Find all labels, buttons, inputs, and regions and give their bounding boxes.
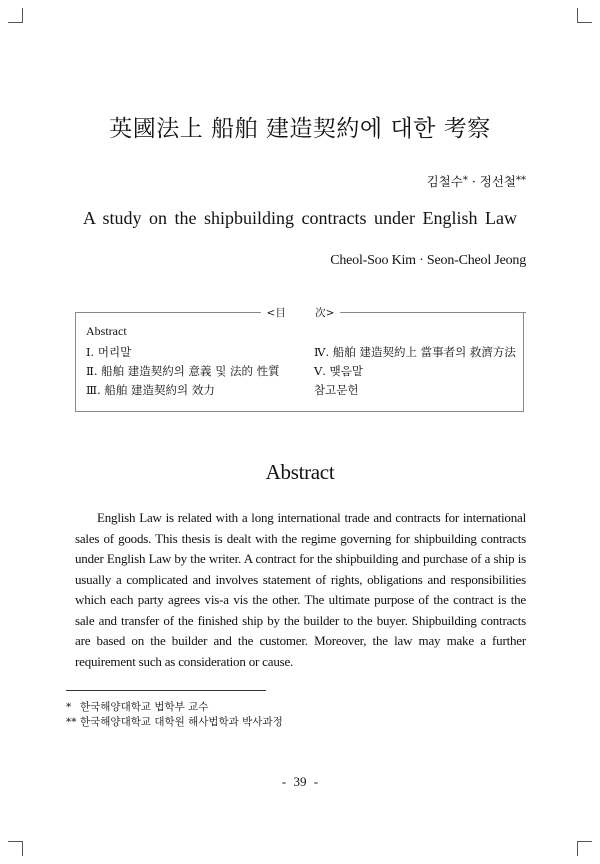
toc-item: Ⅱ. 船舶 建造契約의 意義 및 法的 性質 xyxy=(86,364,280,378)
toc-item: Ⅲ. 船舶 建造契約의 效力 xyxy=(86,383,215,397)
footnote-text: 한국해양대학교 대학원 해사법학과 박사과정 xyxy=(80,716,283,728)
author-1-footnote-mark: * xyxy=(462,175,468,186)
toc-item: Ⅳ. 船舶 建造契約上 當事者의 救濟方法 xyxy=(314,345,516,359)
author-2: 정선철 xyxy=(479,174,516,189)
toc-item: Ⅰ. 머리말 xyxy=(86,345,132,359)
table-of-contents xyxy=(75,306,524,412)
toc-left-column xyxy=(86,343,280,400)
toc-label: <目 次> xyxy=(261,305,341,320)
crop-mark-bottom-left xyxy=(8,841,23,856)
crop-mark-top-right xyxy=(577,8,592,23)
toc-header-line-right xyxy=(340,312,526,313)
footnote-text: 한국해양대학교 법학부 교수 xyxy=(80,701,209,713)
crop-mark-bottom-right xyxy=(577,841,592,856)
footnote-2 xyxy=(66,714,283,729)
author-2-footnote-mark: ** xyxy=(516,175,526,186)
crop-mark-top-left xyxy=(8,8,23,23)
footnote-mark: ** xyxy=(66,716,77,728)
author-1: 김철수 xyxy=(426,174,463,189)
toc-header-line-left xyxy=(75,312,261,313)
page-number: - 39 - xyxy=(281,774,319,789)
paper-title-english: A study on the shipbuilding contracts under English Law xyxy=(83,208,517,228)
footnote-1 xyxy=(66,699,208,714)
paper-title-korean: 英國法上 船舶 建造契約에 대한 考察 xyxy=(109,116,491,142)
toc-item-abstract: Abstract xyxy=(86,324,127,338)
toc-right-column xyxy=(314,343,516,400)
author-separator: · xyxy=(467,174,480,189)
toc-item: 참고문헌 xyxy=(314,383,359,397)
toc-item: Ⅴ. 맺음말 xyxy=(314,364,363,378)
footnote-mark: * xyxy=(66,701,72,713)
footnote-divider xyxy=(66,690,266,691)
toc-header xyxy=(75,305,526,319)
authors-korean xyxy=(427,172,526,190)
abstract-heading: Abstract xyxy=(265,460,335,484)
abstract-body: English Law is related with a long international trade and contracts for international sales of goods. This thesis is dealt with the regime governing for shipbuilding contracts under English Law by the writer. A contract for the shipbuilding and purchase of a ship is usually a complicated and involves statement of rights, obligations and responsibilities which each party agrees vis-a vis the other. The ultimate purpose of the contract is the sale and transfer of the finished ship by the builder to the buyer. Shipbuilding contracts are based on the builder and the customer. Moreover, the law may make a further requirement such as consideration or cause. xyxy=(75,510,526,669)
authors-english: Cheol-Soo Kim · Seon-Cheol Jeong xyxy=(330,253,526,268)
